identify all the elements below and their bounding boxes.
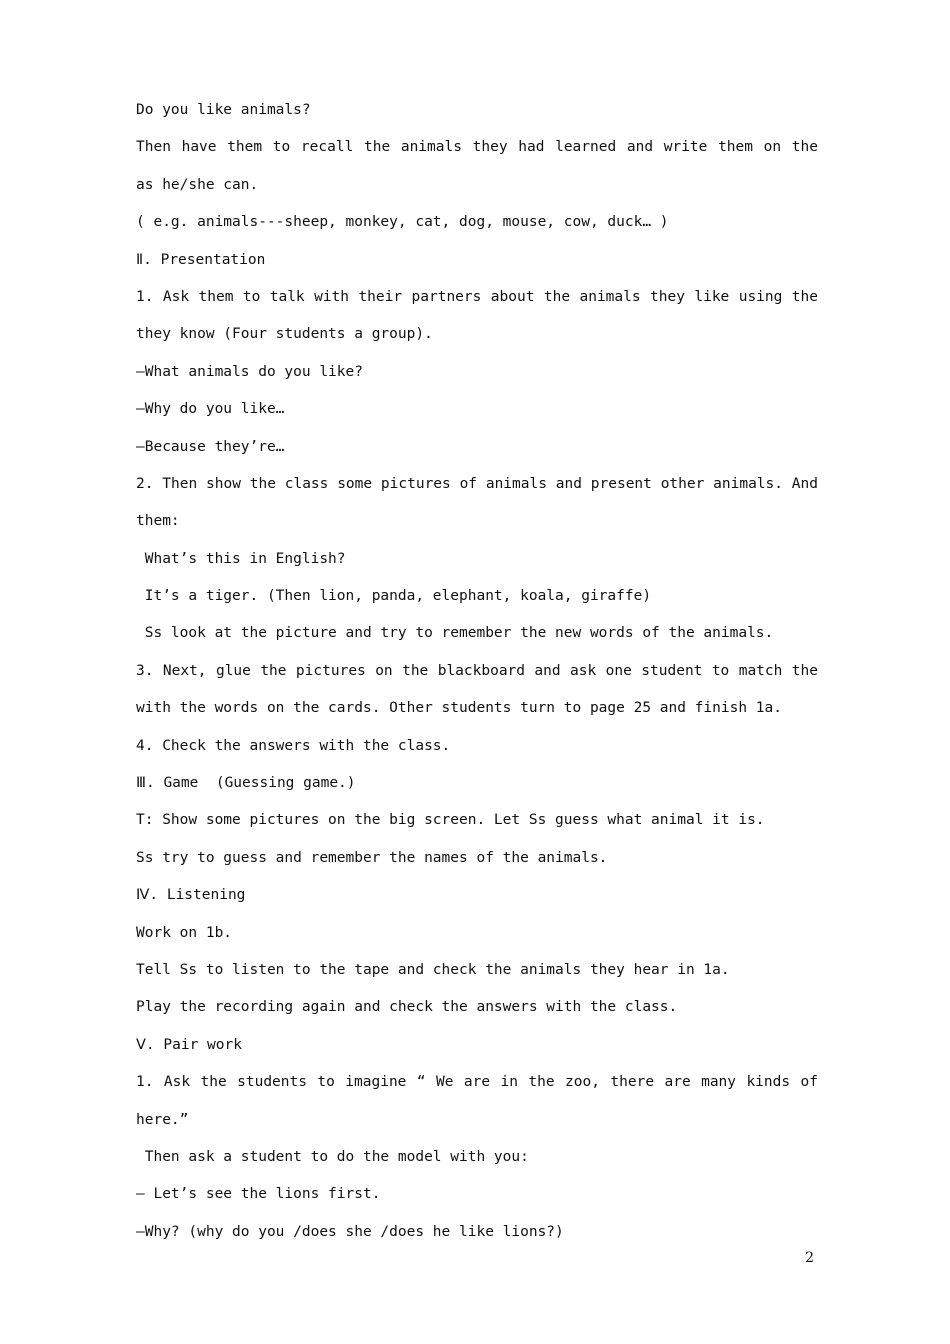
text-line: Do you like animals?	[136, 102, 311, 118]
text-line: What’s this in English?	[136, 550, 346, 567]
text-line: they know (Four students a group).	[136, 326, 433, 343]
text-line: Ss look at the picture and try to remember the new words of the animals.	[136, 625, 774, 642]
text-line: Play the recording again and check the answers with the class.	[136, 999, 678, 1016]
text-line: Ⅳ. Listening	[136, 887, 246, 904]
page-number: 2	[805, 1250, 814, 1266]
text-line: It’s a tiger. (Then lion, panda, elephant, koala, giraffe)	[136, 588, 652, 605]
text-line: with the words on the cards. Other students turn to page 25 and finish 1a.	[136, 700, 783, 717]
text-line: 3. Next, glue the pictures on the blackboard and ask one student to match the	[136, 662, 818, 679]
text-line: 1. Ask the students to imagine “ We are in the zoo, there are many kinds of	[136, 1074, 818, 1091]
text-line: ( e.g. animals---sheep, monkey, cat, dog, mouse, cow, duck… )	[136, 214, 669, 231]
text-line: Then have them to recall the animals they had learned and write them on the	[136, 139, 818, 156]
lesson-plan-body	[136, 92, 818, 1251]
text-line: T: Show some pictures on the big screen. Let Ss guess what animal it is.	[136, 812, 765, 829]
text-line: here.”	[136, 1111, 189, 1128]
text-line: Work on 1b.	[136, 924, 233, 941]
text-line: them:	[136, 513, 180, 530]
text-line: as he/she can.	[136, 176, 259, 193]
text-line: Ⅴ. Pair work	[136, 1036, 242, 1053]
text-line: Tell Ss to listen to the tape and check the animals they hear in 1a.	[136, 961, 730, 978]
text-line: 4. Check the answers with the class.	[136, 737, 451, 754]
text-line: Then ask a student to do the model with you:	[136, 1148, 529, 1165]
text-line: —Why? (why do you /does she /does he like lions?)	[136, 1223, 564, 1240]
text-line: —Because they’re…	[136, 438, 285, 455]
text-line: 2. Then show the class some pictures of animals and present other animals. And	[136, 475, 818, 492]
text-line: Ss try to guess and remember the names of the animals.	[136, 849, 608, 866]
text-line: Ⅱ. Presentation	[136, 251, 266, 268]
text-line: 1. Ask them to talk with their partners about the animals they like using the	[136, 288, 818, 305]
text-line: —Why do you like…	[136, 401, 285, 418]
text-line: — Let’s see the lions first.	[136, 1186, 381, 1203]
text-line: —What animals do you like?	[136, 363, 363, 380]
text-line: Ⅲ. Game (Guessing game.)	[136, 775, 356, 792]
